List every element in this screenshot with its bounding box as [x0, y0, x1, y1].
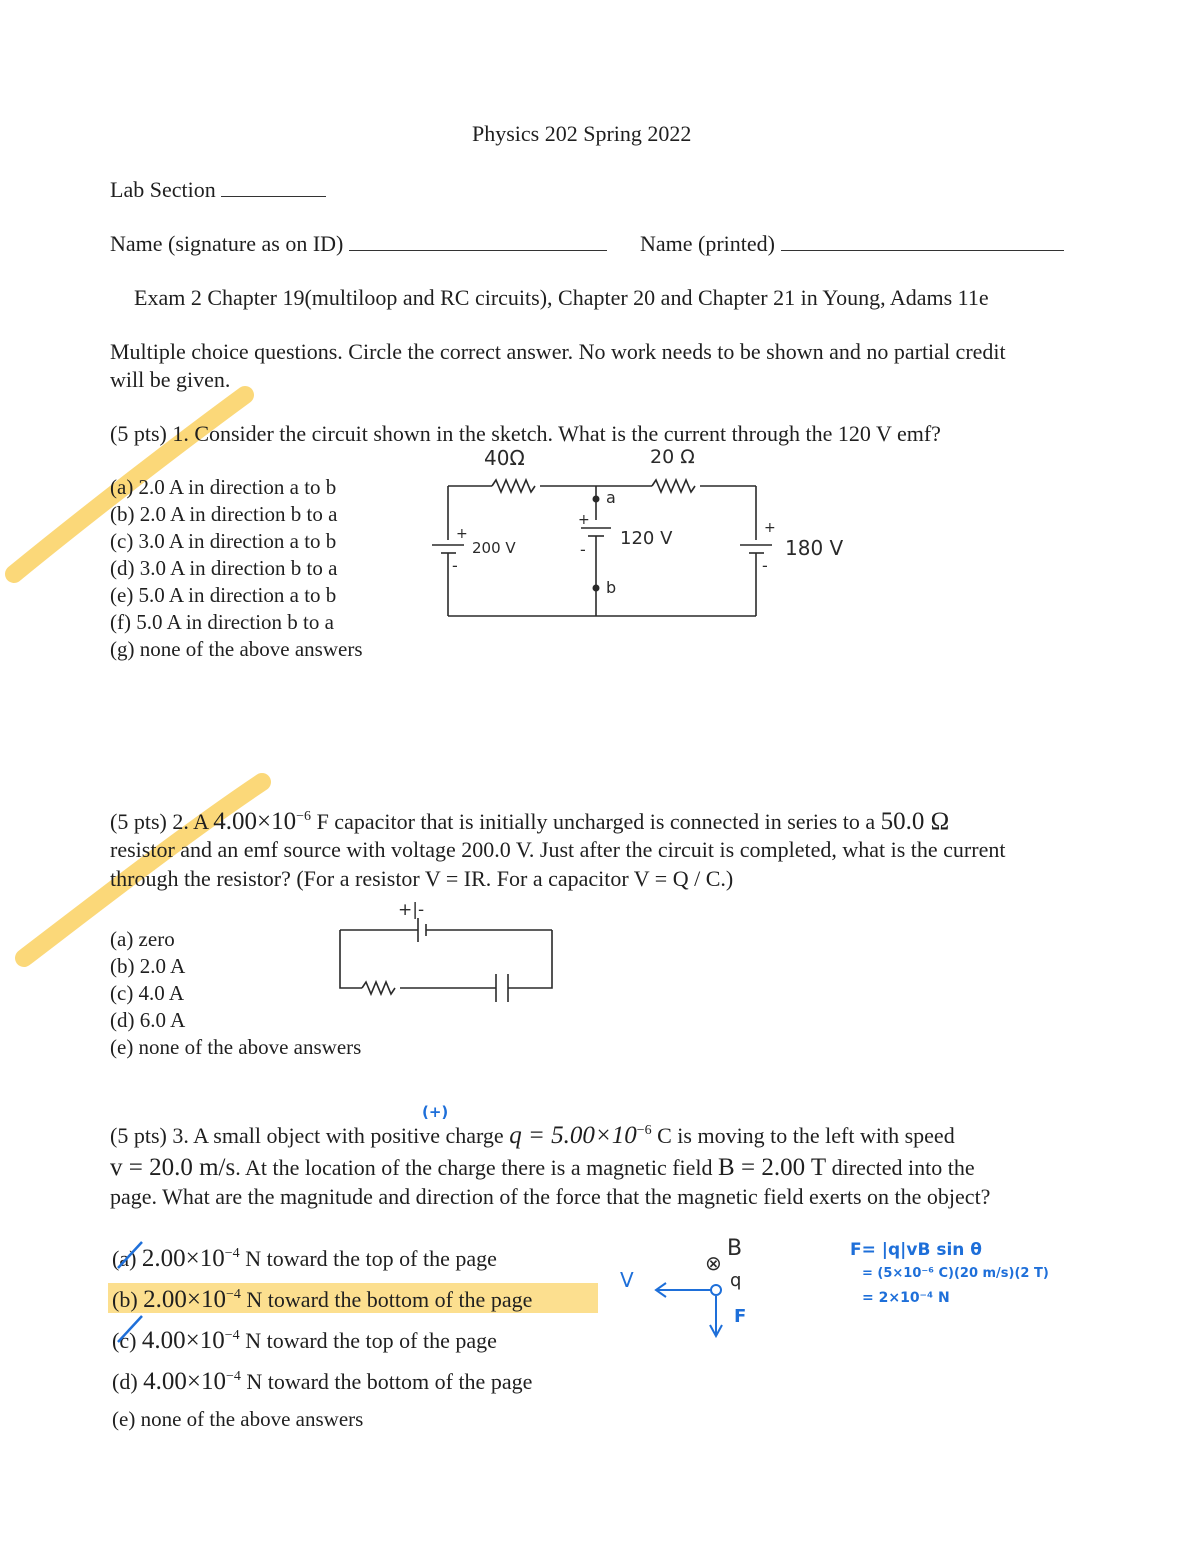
q1-emf3-minus: -	[762, 556, 768, 575]
q3-option-c-value: 4.00×10	[141, 1327, 225, 1354]
q3-prompt-line-3: page. What are the magnitude and direction of the force that the magnetic field exerts on the object?	[110, 1184, 991, 1209]
q3-option-b-label: (b)	[112, 1287, 138, 1312]
q3-option-d-label: (d)	[112, 1369, 138, 1394]
q3-option-b-value: 2.00×10	[143, 1286, 227, 1313]
q2-cap-exponent: −6	[296, 809, 312, 824]
q1-option-e[interactable]: (e) 5.0 A in direction a to b	[110, 583, 337, 607]
q1-node-a-label: a	[606, 488, 616, 507]
q3-prompt-rest: C is moving to the left with speed	[651, 1123, 955, 1148]
q2-res-value: 50.0 Ω	[880, 808, 950, 835]
q3-option-a-exp: −4	[224, 1246, 240, 1261]
q1-option-g[interactable]: (g) none of the above answers	[110, 637, 363, 661]
q1-option-b[interactable]: (b) 2.0 A in direction b to a	[110, 502, 338, 526]
q1-emf2-minus: -	[580, 540, 586, 559]
q1-prompt: (5 pts) 1. Consider the circuit shown in the sketch. What is the current through the 120 V emf?	[110, 421, 941, 446]
q3-option-b-exp: −4	[226, 1287, 241, 1302]
q3-charge-exponent: −6	[636, 1123, 652, 1138]
q3-sketch-f: F	[734, 1306, 747, 1327]
q1-emf2-plus: +	[578, 512, 590, 528]
q1-emf3-plus: +	[764, 520, 776, 536]
instructions-line-2: will be given.	[110, 367, 231, 392]
q3-option-b-text: N toward the bottom of the page	[240, 1287, 533, 1312]
q3-option-d-text: N toward the bottom of the page	[240, 1369, 533, 1394]
q3-option-d-exp: −4	[226, 1369, 241, 1384]
q3-option-a-text: N toward the top of the page	[239, 1246, 497, 1271]
q3-option-c-exp: −4	[224, 1328, 240, 1343]
q2-option-d[interactable]: (d) 6.0 A	[110, 1008, 186, 1032]
q3-charge-value: q = 5.00×10	[509, 1122, 637, 1149]
q3-force-arrow	[710, 1296, 722, 1336]
q2-prompt-mid: F capacitor that is initially uncharged is connected in series to a	[311, 809, 881, 834]
q2-option-c[interactable]: (c) 4.0 A	[110, 981, 185, 1005]
q3-option-e-text: none of the above answers	[140, 1407, 364, 1431]
q3-sketch-v: V	[620, 1268, 634, 1292]
page-title: Physics 202 Spring 2022	[472, 121, 692, 146]
q1-emf1-label: 200 V	[472, 539, 516, 557]
q1-emf1-plus: +	[456, 526, 468, 542]
q1-option-f[interactable]: (f) 5.0 A in direction b to a	[110, 610, 334, 634]
q3-sketch-q: q	[730, 1270, 742, 1291]
q3-option-c-text: N toward the top of the page	[239, 1328, 497, 1353]
q2-prompt-line-3: through the resistor? (For a resistor V = IR. For a capacitor V = Q / C.)	[110, 866, 734, 891]
q1-r1-label: 40Ω	[484, 446, 525, 470]
q3-speed-value: v = 20.0 m/s	[110, 1154, 236, 1181]
lab-section-label: Lab Section	[110, 177, 216, 202]
q1-option-a[interactable]: (a) 2.0 A in direction a to b	[110, 475, 337, 499]
q1-option-d[interactable]: (d) 3.0 A in direction b to a	[110, 556, 338, 580]
q2-option-e[interactable]: (e) none of the above answers	[110, 1035, 362, 1059]
q3-field-value: B = 2.00 T	[718, 1154, 827, 1181]
q2-prompt-start: (5 pts) 2. A	[110, 809, 214, 834]
q3-option-e-label: (e)	[112, 1407, 136, 1431]
q2-battery-sign: +|-	[398, 900, 425, 920]
q3-annotation-sign: (+)	[422, 1103, 449, 1121]
q3-work-line-1: F= |q|vB sin θ	[850, 1240, 982, 1260]
q3-charge-circle	[711, 1285, 721, 1295]
q1-r2-label: 20 Ω	[650, 446, 695, 468]
q3-option-c-label: (c)	[112, 1328, 137, 1353]
q3-velocity-arrow	[656, 1283, 712, 1297]
q3-work-line-2: = (5×10⁻⁶ C)(20 m/s)(2 T)	[862, 1266, 1049, 1281]
q1-emf1-minus: -	[452, 556, 458, 575]
q3-option-d-value: 4.00×10	[143, 1368, 227, 1395]
q2-option-b[interactable]: (b) 2.0 A	[110, 954, 186, 978]
q2-cap-value: 4.00×10	[213, 808, 297, 835]
q3-work-line-3: = 2×10⁻⁴ N	[862, 1290, 950, 1306]
q3-option-a-value: 2.00×10	[141, 1245, 225, 1272]
q3-option-a-label: (a)	[112, 1246, 137, 1271]
instructions-line-1: Multiple choice questions. Circle the correct answer. No work needs to be shown and no partial credit	[110, 339, 1006, 364]
q1-node-b-label: b	[606, 578, 617, 597]
q3-prompt-start: (5 pts) 3. A small object with positive charge	[110, 1123, 510, 1148]
q3-sketch-field-x: ⊗	[705, 1251, 722, 1275]
q1-emf3-label: 180 V	[785, 536, 844, 560]
name-signature-label: Name (signature as on ID)	[110, 231, 344, 256]
q1-option-c[interactable]: (c) 3.0 A in direction a to b	[110, 529, 337, 553]
name-printed-label: Name (printed)	[640, 231, 775, 256]
q2-option-a[interactable]: (a) zero	[110, 927, 175, 951]
q3-prompt-end: directed into the	[826, 1155, 975, 1180]
q1-emf2-label: 120 V	[620, 528, 673, 549]
q3-sketch-b: B	[727, 1236, 743, 1261]
exam-line: Exam 2 Chapter 19(multiloop and RC circuits), Chapter 20 and Chapter 21 in Young, Adams 11e	[134, 285, 989, 310]
q3-prompt-mid: . At the location of the charge there is a magnetic field	[235, 1155, 719, 1180]
q2-prompt-line-2: resistor and an emf source with voltage 200.0 V. Just after the circuit is completed, what is the current	[110, 837, 1006, 862]
